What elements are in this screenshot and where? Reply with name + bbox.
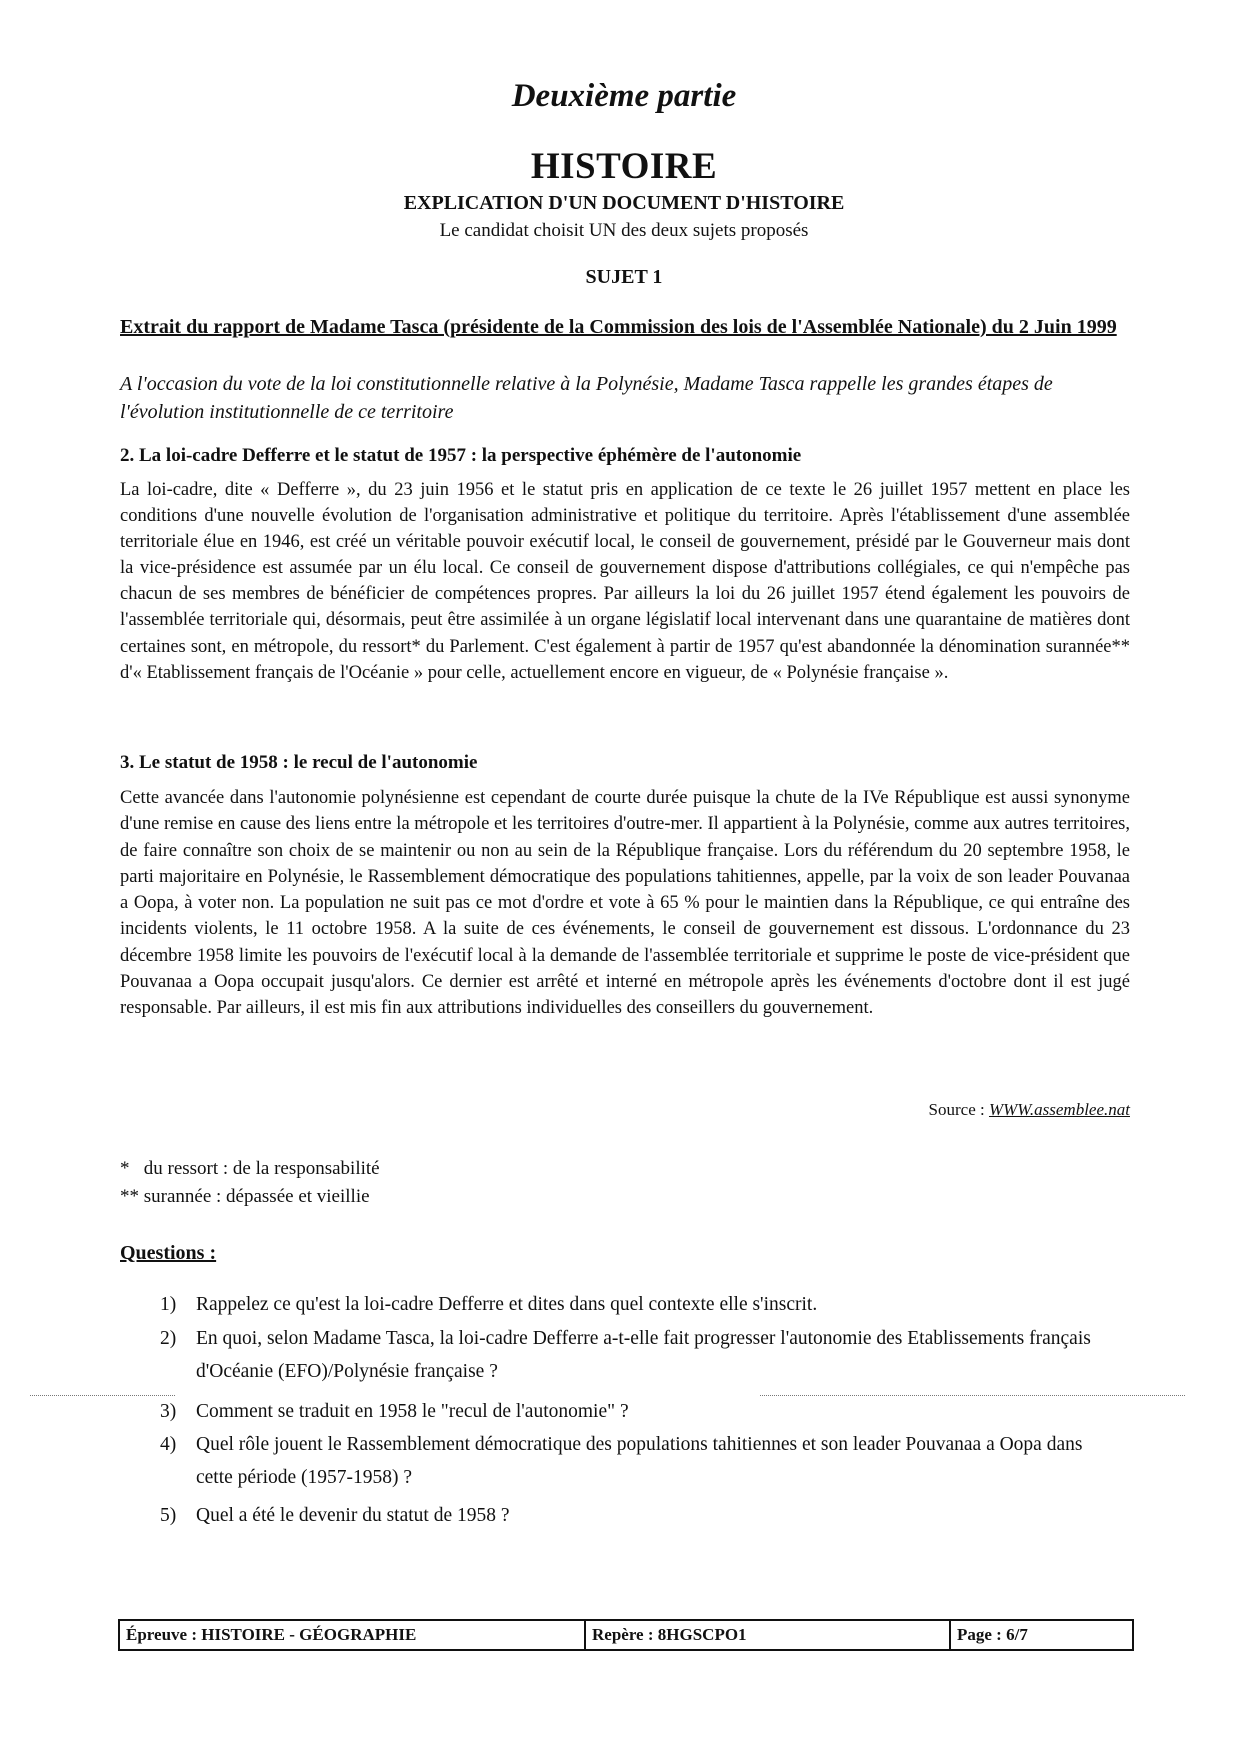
question-number: 2): [160, 1328, 177, 1349]
section-2-text: La loi-cadre, dite « Defferre », du 23 juin 1956 et le statut pris en application de ce texte le 26 juillet 1957 mettent en place les conditions d'une nouvelle évolution de l'organisation administrative et politique du territoire. Après l'établissement d'une assemblée territoriale élue en 1946, est créé un véritable pouvoir exécutif local, le conseil de gouvernement, présidé par le Gouverneur mais dont la vice-présidence est assumée par un élu local. Ce conseil de gouvernement dispose d'attributions collégiales, ce qui n'empêche pas chacun de ses membres de bénéficier de compétences propres. Par ailleurs la loi du 26 juillet 1957 étend également les pouvoirs de l'assemblée territoriale qui, désormais, peut être assimilée à un organe législatif local intervenant dans une quarantaine de matières dont certaines sont, en métropole, du ressort* du Parlement. C'est également à partir de 1957 qu'est abandonnée la dénomination surannée** d'« Etablissement français de l'Océanie » pour celle, actuellement encore en vigueur, de « Polynésie française ».: [120, 480, 1130, 683]
question-text: Rappelez ce qu'est la loi-cadre Defferre et dites dans quel contexte elle s'inscrit.: [196, 1294, 818, 1315]
source-line: [929, 1100, 1130, 1120]
question-text: Quel rôle jouent le Rassemblement démocratique des populations tahitiennes et son leader Pouvanaa a Oopa dans cette période (1957-1958) ?: [196, 1434, 1083, 1488]
document-title: Extrait du rapport de Madame Tasca (présidente de la Commission des lois de l'Assemblée Nationale) du 2 Juin 1999: [120, 316, 1117, 338]
footer-epreuve: Épreuve : HISTOIRE - GÉOGRAPHIE: [120, 1621, 586, 1649]
section-3-heading: 3. Le statut de 1958 : le recul de l'autonomie: [120, 752, 478, 773]
footer-page: Page : 6/7: [957, 1625, 1028, 1644]
part-heading: Deuxième partie: [511, 78, 737, 114]
question-number: 3): [160, 1401, 177, 1422]
question-item: [160, 1395, 1120, 1428]
source-link[interactable]: WWW.assemblee.nat: [988, 1100, 1130, 1119]
question-number: 4): [160, 1434, 177, 1455]
exam-footer: [118, 1619, 1134, 1651]
question-item: [160, 1322, 1120, 1388]
scan-dotted-line: [760, 1395, 1185, 1396]
question-item: [160, 1499, 1120, 1532]
footnote-ressort: * du ressort : de la responsabilité: [120, 1158, 380, 1179]
source-label: Source :: [928, 1100, 985, 1119]
question-text: En quoi, selon Madame Tasca, la loi-cadre Defferre a-t-elle fait progresser l'autonomie des Etablissements français d'Océanie (EFO)/Polynésie française ?: [196, 1328, 1091, 1382]
question-item: [160, 1288, 1120, 1321]
footnote-surannee: ** surannée : dépassée et vieillie: [120, 1186, 370, 1207]
question-text: Comment se traduit en 1958 le "recul de l'autonomie" ?: [196, 1401, 629, 1422]
question-number: 1): [160, 1294, 177, 1315]
sujet-label: SUJET 1: [585, 266, 663, 288]
exercise-type: EXPLICATION D'UN DOCUMENT D'HISTOIRE: [403, 192, 845, 214]
question-number: 5): [160, 1505, 177, 1526]
question-item: [160, 1428, 1120, 1494]
questions-heading: Questions :: [120, 1242, 217, 1264]
question-text: Quel a été le devenir du statut de 1958 ?: [196, 1505, 510, 1526]
section-3-text: Cette avancée dans l'autonomie polynésienne est cependant de courte durée puisque la chute de la IVe République est aussi synonyme d'une remise en cause des liens entre la métropole et les territoires d'outre-mer. Il appartient à la Polynésie, comme aux autres territoires, de faire connaître son choix de se maintenir ou non au sein de la République française. Lors du référendum du 20 septembre 1958, le parti majoritaire en Polynésie, le Rassemblement démocratique des populations tahitiennes, appelle, par la voix de son leader Pouvanaa a Oopa, à voter non. La population ne suit pas ce mot d'ordre et vote à 65 % pour le maintien dans la République, ce qui entraîne des incidents violents, le 11 octobre 1958. A la suite de ces événements, le conseil de gouvernement est dissous. L'ordonnance du 23 décembre 1958 limite les pouvoirs de l'exécutif local à la demande de l'assemblée territoriale et supprime le poste de vice-président que Pouvanaa a Oopa occupait jusqu'alors. Ce dernier est arrêté et interné en métropole après les événements d'octobre dont il est jugé responsable. Par ailleurs, il est mis fin aux attributions individuelles des conseillers du gouvernement.: [120, 788, 1130, 1019]
document-intro: A l'occasion du vote de la loi constitutionnelle relative à la Polynésie, Madame Tasca rappelle les grandes étapes de l'évolution institutionnelle de ce territoire: [120, 373, 1053, 423]
footer-repere: Repère : 8HGSCPO1: [586, 1621, 951, 1649]
scan-dotted-line: [30, 1395, 175, 1396]
subject-title: HISTOIRE: [530, 146, 718, 187]
candidate-instruction: Le candidat choisit UN des deux sujets proposés: [439, 220, 809, 241]
section-2-heading: 2. La loi-cadre Defferre et le statut de 1957 : la perspective éphémère de l'autonomie: [120, 445, 802, 466]
